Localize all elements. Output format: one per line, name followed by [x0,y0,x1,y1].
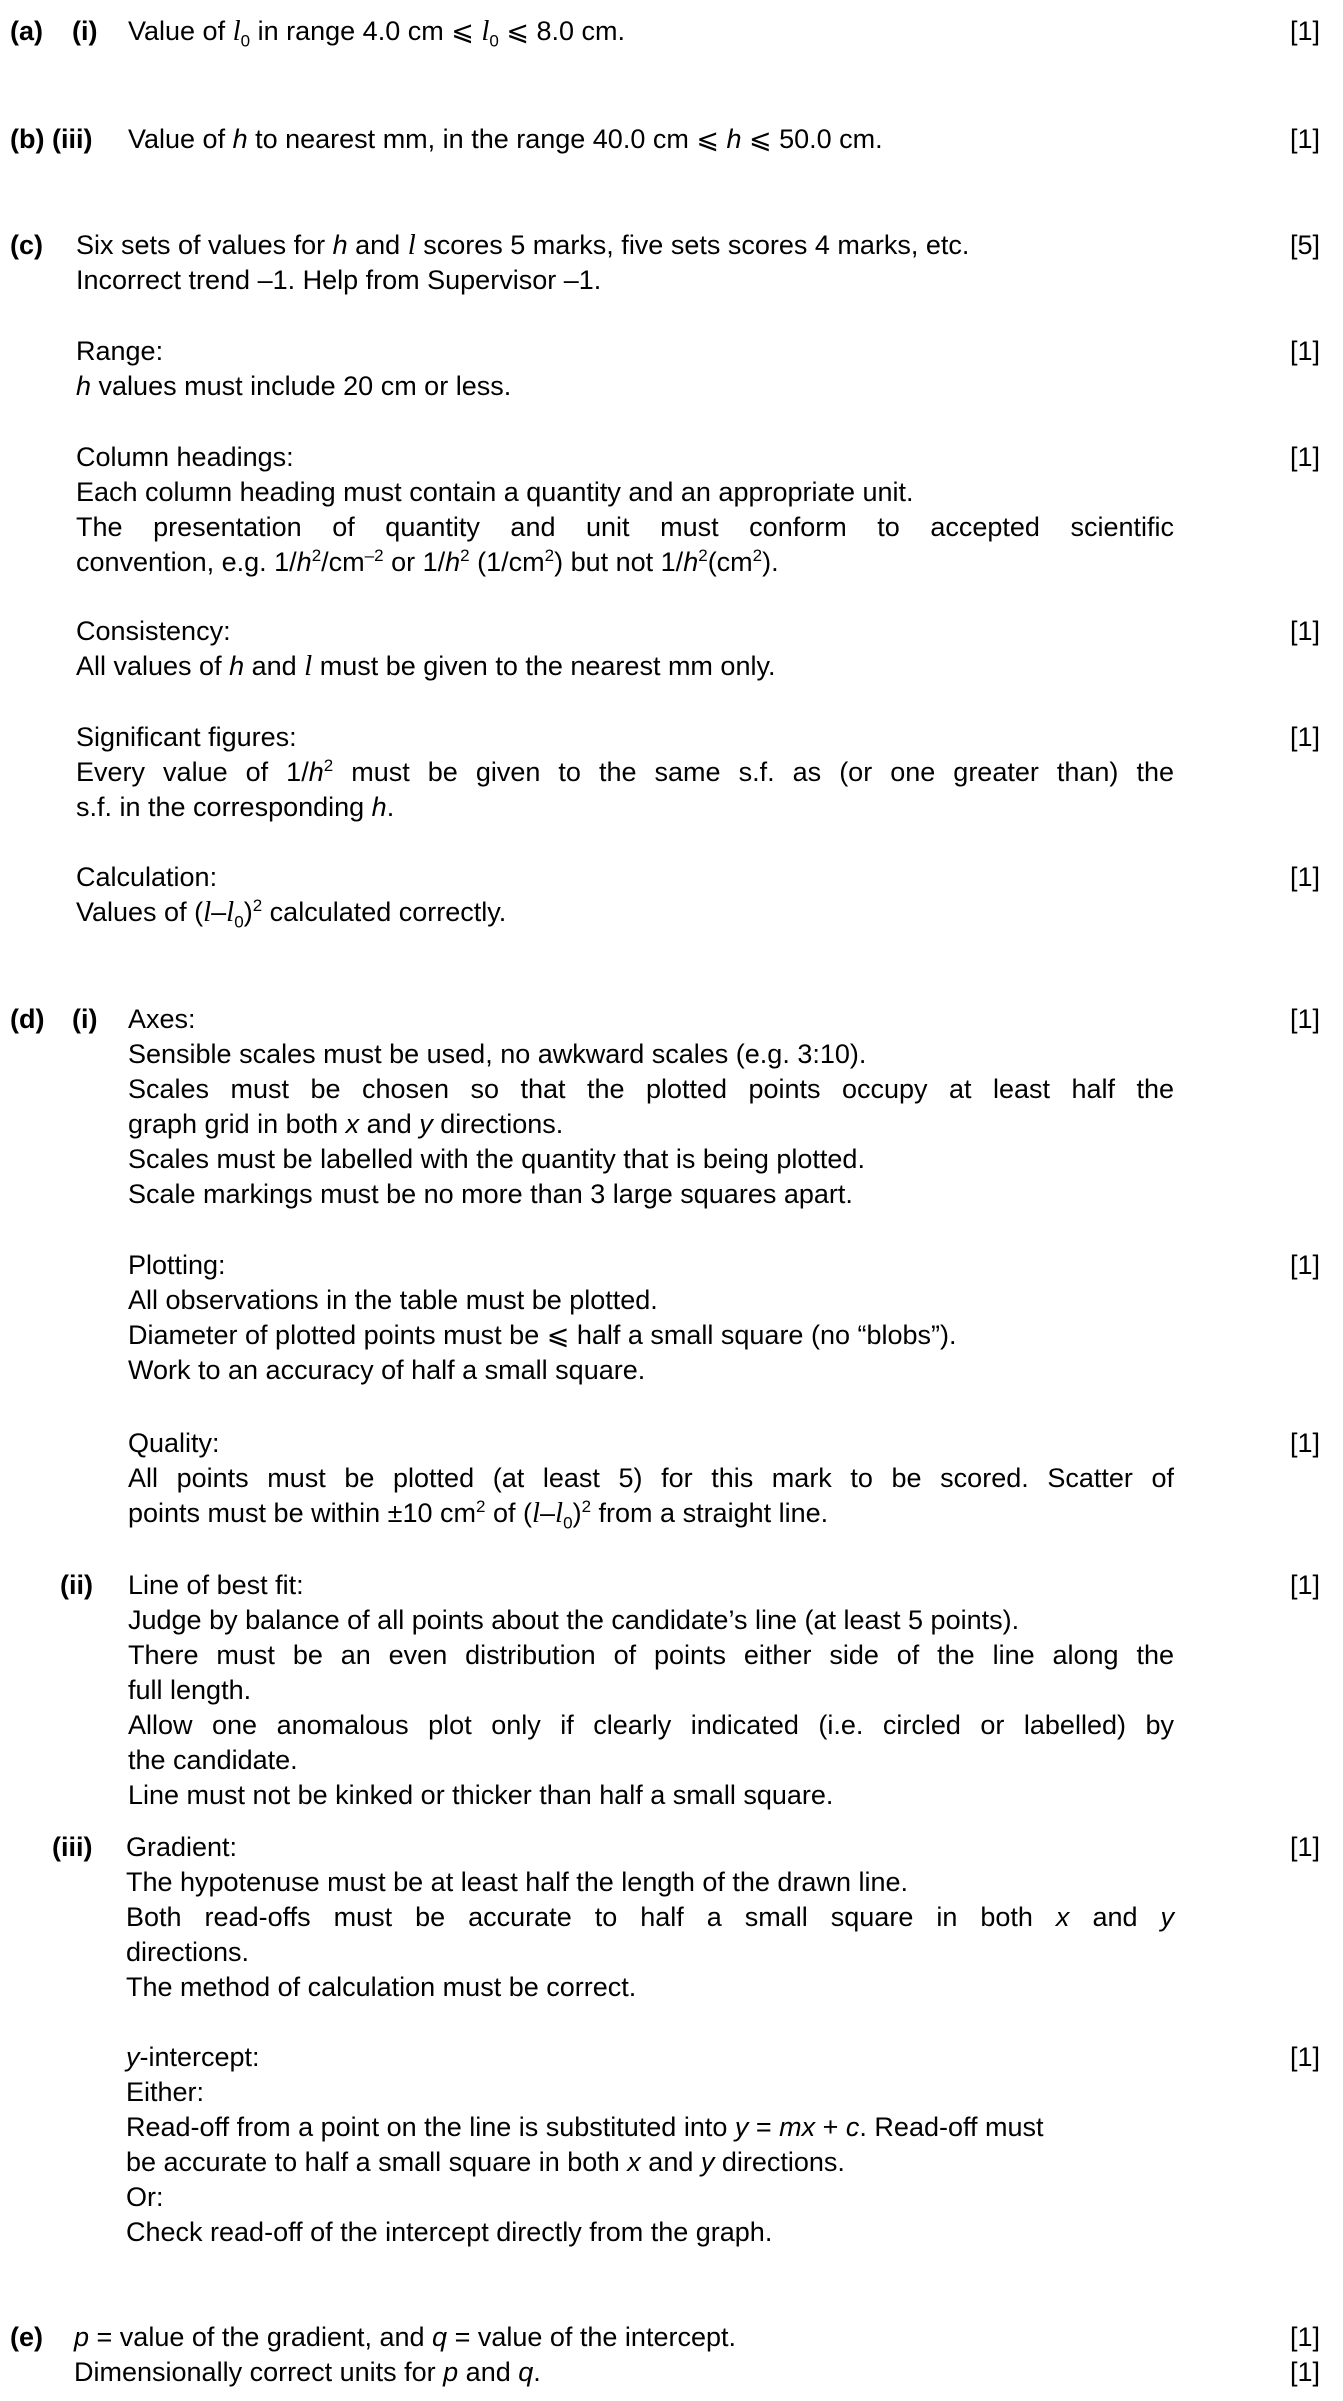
part-a-label: (a) [10,16,43,46]
sub-i-label: (i) [72,1004,98,1034]
part-e-mark-1: [1] [1290,2322,1321,2352]
y-intercept-title: y-intercept: [126,2042,260,2072]
plotting-title: Plotting: [128,1250,226,1280]
range-title: Range: [76,336,164,366]
part-b-label: (b) (iii) [10,124,93,154]
gradient-mark: [1] [1290,1832,1321,1862]
y-intercept-mark: [1] [1290,2042,1321,2072]
plotting-block: Plotting: All observations in the table must be plotted. Diameter of plotted points must be ⩽ half a small square (no “blobs”). Work to an accuracy of half a small square. [128,1250,957,1385]
y-intercept-block: y-intercept: Either: Read-off from a point on the line is substituted into y = mx + c. Read-off must be accurate to half a small square in both x and y directions. Or: Check read-off of the intercept directly from the graph. [126,2042,1044,2247]
part-b-mark: [1] [1290,124,1321,154]
significant-figures-mark: [1] [1290,722,1321,752]
column-headings-mark: [1] [1290,442,1321,472]
range-block: Range: h values must include 20 cm or less. [76,336,512,401]
sub-ii-label: (ii) [60,1570,93,1600]
consistency-title: Consistency: [76,616,231,646]
calculation-title: Calculation: [76,862,218,892]
quality-title: Quality: [128,1428,220,1458]
significant-figures-block: Significant figures: Every value of $1/h^2$ must be given to the same s.f. as (or one greater than) the s.f. in the corresponding h. [76,722,1174,822]
part-c-label: (c) [10,230,43,260]
part-b-text: Value of h to nearest mm, in the range 40.0 cm ⩽ h ⩽ 50.0 cm. [128,124,883,154]
range-mark: [1] [1290,336,1321,366]
gradient-block: Gradient: The hypotenuse must be at least half the length of the drawn line. Both read-offs must be accurate to half a small square in both x and y directions. The method of calculation must be correct. [126,1832,1174,2002]
consistency-block: Consistency: All values of h and l must be given to the nearest mm only. [76,616,776,682]
plotting-mark: [1] [1290,1250,1321,1280]
column-headings-block: Column headings: Each column heading must contain a quantity and an appropriate unit. The presentation of quantity and unit must conform to accepted scientific convention, e.g. $1/h^2/cm^{-2}$ or $1/h^2$ $(1/cm^2)$ but not $1/h^2(cm^2)$. [76,442,1174,577]
part-d-label: (d) [10,1004,45,1034]
part-c-main-text: Six sets of values for h and l scores 5 marks, five sets scores 4 marks, etc. Incorrect trend –1. Help from Supervisor –1. [76,229,970,295]
quality-block: Quality: All points must be plotted (at least 5) for this mark to be scored. Scatter of points must be within ±10 $cm^2$ of $(l-l_0)^2$ from a straight line. [128,1428,1174,1533]
sub-i-label: (i) [72,16,98,46]
part-c-main-mark: [5] [1290,230,1321,260]
part-a-mark: [1] [1290,16,1321,46]
part-e-text: p = value of the gradient, and q = value of the intercept. Dimensionally correct units for p and q. [74,2322,736,2387]
calculation-mark: [1] [1290,862,1321,892]
sub-iii-label: (iii) [52,1832,93,1862]
part-a-text: Value of $l_0$ in range 4.0 cm ⩽ $l_0$ ⩽ 8.0 cm. [128,15,626,51]
significant-figures-title: Significant figures: [76,722,297,752]
line-of-best-fit-title: Line of best fit: [128,1570,304,1600]
column-headings-title: Column headings: [76,442,294,472]
part-e-label: (e) [10,2322,43,2352]
quality-mark: [1] [1290,1428,1321,1458]
axes-mark: [1] [1290,1004,1321,1034]
axes-title: Axes: [128,1004,196,1034]
line-of-best-fit-mark: [1] [1290,1570,1321,1600]
line-of-best-fit-block: Line of best fit: Judge by balance of all points about the candidate’s line (at least 5 points). There must be an even distribution of points either side of the line along the full length. Allow one anomalous plot only if clearly indicated (i.e. circled or labelled) by the candidate. Line must not be kinked or thicker than half a small square. [128,1570,1174,1810]
part-e-mark-2: [1] [1290,2357,1321,2387]
calculation-block: Calculation: Values of $(l-l_0)^2$ calculated correctly. [76,862,507,932]
gradient-title: Gradient: [126,1832,238,1862]
consistency-mark: [1] [1290,616,1321,646]
axes-block: Axes: Sensible scales must be used, no awkward scales (e.g. 3:10). Scales must be chosen so that the plotted points occupy at least half the graph grid in both x and y directions. Scales must be labelled with the quantity that is being plotted. Scale markings must be no more than 3 large squares apart. [128,1004,1174,1209]
